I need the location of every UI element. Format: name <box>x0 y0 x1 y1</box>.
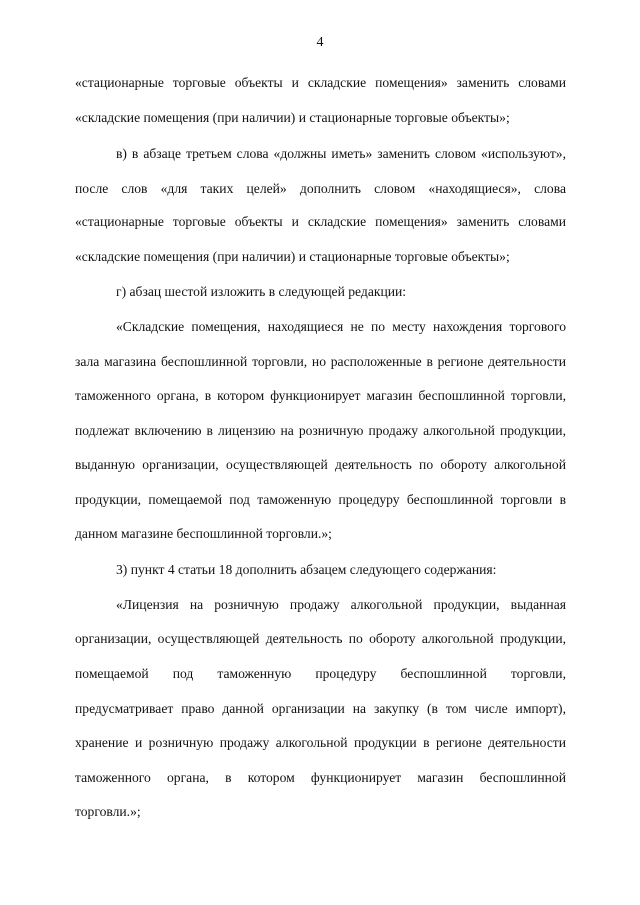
text-line: «стационарные торговые объекты и складские помещения» заменить словами <box>75 75 566 90</box>
text-line: «Складские помещения, находящиеся не по месту нахождения торгового <box>116 319 566 334</box>
text-line: «стационарные торговые объекты и складские помещения» заменить словами <box>75 214 566 229</box>
text-line: хранение и розничную продажу алкогольной продукции в регионе деятельности <box>75 735 566 750</box>
text-line: «складские помещения (при наличии) и стационарные торговые объекты»; <box>75 249 510 264</box>
text-line: «Лицензия на розничную продажу алкогольной продукции, выданная <box>116 597 566 612</box>
text-line: «складские помещения (при наличии) и стационарные торговые объекты»; <box>75 110 510 125</box>
text-line: 3) пункт 4 статьи 18 дополнить абзацем следующего содержания: <box>116 562 497 577</box>
text-line: таможенного органа, в котором функционирует магазин беспошлинной торговли, <box>75 388 566 403</box>
text-line: подлежат включению в лицензию на розничную продажу алкогольной продукции, <box>75 423 566 438</box>
text-line: таможенного органа, в котором функционирует магазин беспошлинной <box>75 770 566 785</box>
text-line: предусматривает право данной организации на закупку (в том числе импорт), <box>75 701 566 716</box>
text-line: г) абзац шестой изложить в следующей редакции: <box>116 284 407 299</box>
page-number: 4 <box>316 35 324 50</box>
text-line: продукции, помещаемой под таможенную процедуру беспошлинной торговли в <box>75 492 566 507</box>
text-line: данном магазине беспошлинной торговли.»; <box>75 526 332 541</box>
text-line: торговли.»; <box>75 804 141 819</box>
text-line: в) в абзаце третьем слова «должны иметь» заменить словом «используют», <box>116 146 566 161</box>
text-line: организации, осуществляющей деятельность по обороту алкогольной продукции, <box>75 631 566 646</box>
text-line: после слов «для таких целей» дополнить словом «находящиеся», слова <box>75 181 566 196</box>
text-line: выданную организации, осуществляющей деятельность по обороту алкогольной <box>75 457 566 472</box>
text-line: зала магазина беспошлинной торговли, но расположенные в регионе деятельности <box>75 354 566 369</box>
text-line: помещаемой под таможенную процедуру беспошлинной торговли, <box>75 666 566 681</box>
